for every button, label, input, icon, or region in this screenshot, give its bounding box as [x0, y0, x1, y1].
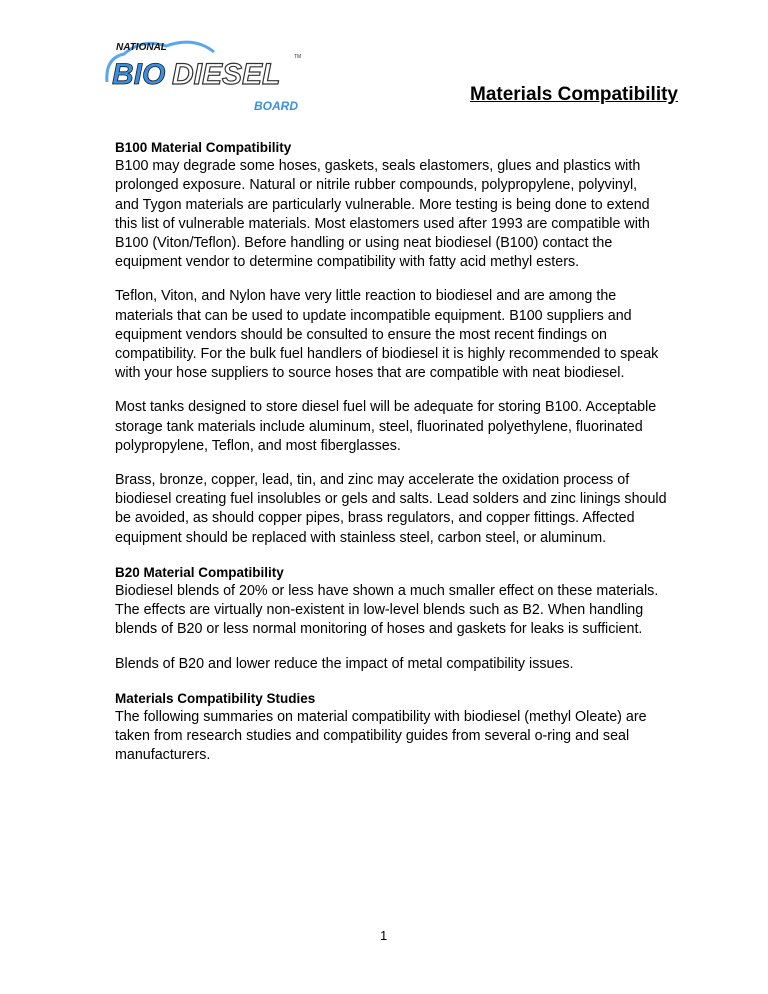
text-line: prolonged exposure. Natural or nitrile rubber compounds, polypropylene, polyvinyl, — [115, 177, 638, 194]
logo-diesel: DIESEL — [172, 58, 281, 91]
section-2 — [115, 689, 675, 766]
text-line: with your hose suppliers to source hoses that are compatible with neat biodiesel. — [115, 365, 625, 382]
text-line: B100 (Viton/Teflon). Before handling or using neat biodiesel (B100) contact the — [115, 235, 613, 252]
page-number: 1 — [380, 928, 388, 943]
text-line: manufacturers. — [115, 747, 211, 764]
text-line: this list of vulnerable materials. Most elastomers used after 1993 are compatible with — [115, 215, 650, 232]
page-title: Materials Compatibility — [470, 84, 678, 105]
text-line: equipment should be replaced with stainless steel, carbon steel, or aluminum. — [115, 529, 607, 546]
text-line: Blends of B20 and lower reduce the impact of metal compatibility issues. — [115, 655, 574, 672]
text-line: equipment vendors should be consulted to ensure the most recent findings on — [115, 326, 607, 343]
section-heading: B20 Material Compatibility — [115, 564, 284, 580]
text-line: compatibility. For the bulk fuel handlers of biodiesel it is highly recommended to speak — [115, 346, 659, 363]
paragraph — [115, 287, 675, 383]
text-line: The following summaries on material compatibility with biodiesel (methyl Oleate) are — [115, 709, 647, 726]
text-line: B100 may degrade some hoses, gaskets, seals elastomers, glues and plastics with — [115, 158, 641, 175]
text-line: Teflon, Viton, and Nylon have very little reaction to biodiesel and are among the — [115, 288, 617, 305]
text-line: storage tank materials include aluminum, steel, fluorinated polyethylene, fluorinated — [115, 418, 643, 435]
text-line: Biodiesel blends of 20% or less have shown a much smaller effect on these materials. — [115, 583, 659, 600]
text-line: blends of B20 or less normal monitoring of hoses and gaskets for leaks is sufficient. — [115, 621, 643, 638]
logo-national: NATIONAL — [116, 42, 167, 53]
text-line: polypropylene, Teflon, and most fiberglasses. — [115, 437, 401, 454]
paragraph — [115, 655, 675, 674]
section-0 — [115, 138, 675, 272]
paragraph — [115, 471, 675, 548]
logo-board: BOARD — [254, 99, 298, 113]
text-line: materials that can be used to update incompatible equipment. B100 suppliers and — [115, 307, 632, 324]
text-line: and Tygon materials are particularly vulnerable. More testing is being done to extend — [115, 196, 650, 213]
text-line: biodiesel creating fuel insolubles or gels and salts. Lead solders and zinc linings should — [115, 491, 667, 508]
text-line: equipment vendor to determine compatibility with fatty acid methyl esters. — [115, 254, 580, 271]
logo-bio: BIO — [112, 58, 166, 91]
section-heading: B100 Material Compatibility — [115, 140, 292, 155]
text-line: The effects are virtually non-existent in low-level blends such as B2. When handling — [115, 602, 644, 619]
document-body — [115, 138, 675, 781]
text-line: taken from research studies and compatibility guides from several o-ring and seal — [115, 728, 630, 745]
logo-trademark: TM — [294, 54, 302, 60]
paragraph — [115, 398, 675, 456]
national-biodiesel-board-logo — [104, 36, 324, 116]
text-line: be avoided, as should copper pipes, brass regulators, and copper fittings. Affected — [115, 510, 635, 527]
text-line: Most tanks designed to store diesel fuel will be adequate for storing B100. Acceptable — [115, 399, 657, 416]
text-line: Brass, bronze, copper, lead, tin, and zinc may accelerate the oxidation process of — [115, 472, 630, 489]
section-heading: Materials Compatibility Studies — [115, 690, 316, 706]
section-1 — [115, 563, 675, 640]
